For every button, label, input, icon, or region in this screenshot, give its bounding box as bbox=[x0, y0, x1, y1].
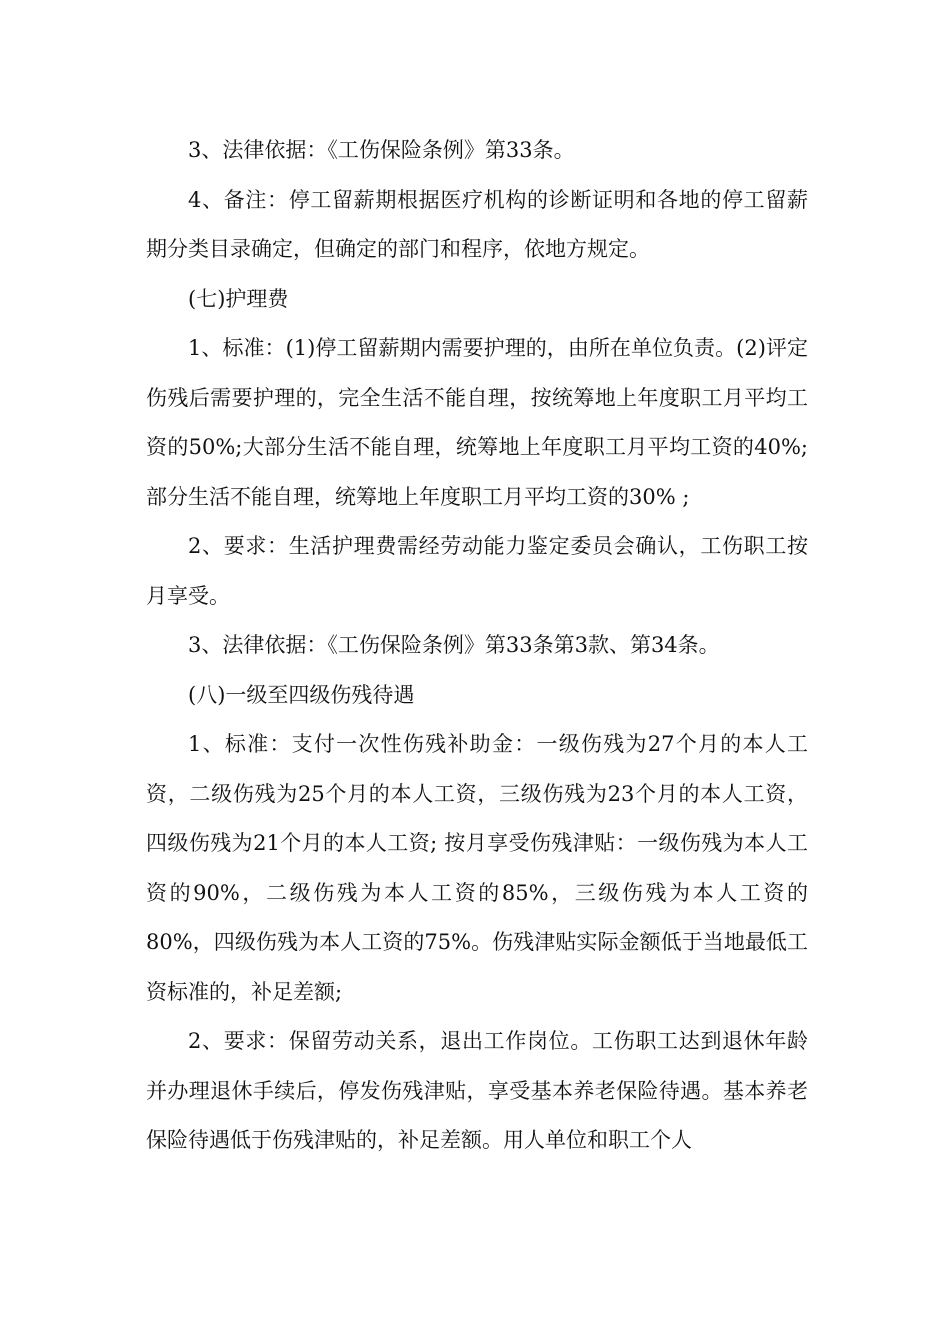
paragraph-legal-basis-33: 3、法律依据：《工伤保险条例》第33条。 bbox=[188, 138, 575, 162]
paragraph-remark: 4、备注：停工留薪期根据医疗机构的诊断证明和各地的停工留薪期分类目录确定，但确定的部门和程序，依地方规定。 bbox=[146, 187, 808, 261]
paragraph-nursing-legal-basis: 3、法律依据：《工伤保险条例》第33条第3款、第34条。 bbox=[188, 633, 720, 657]
paragraph-nursing-requirement: 2、要求：生活护理费需经劳动能力鉴定委员会确认，工伤职工按月享受。 bbox=[146, 534, 808, 608]
section-heading-nursing-fee: (七)护理费 bbox=[188, 286, 289, 311]
paragraph-disability-standard: 1、标准：支付一次性伤残补助金：一级伤残为27个月的本人工资，二级伤残为25个月的本人工资，三级伤残为23个月的本人工资，四级伤残为21个月的本人工资; 按月享受伤残津贴：一级伤残为本人工资的90%，二级伤残为本人工资的85%，三级伤残为本人工资的80%，四级伤残为本人工资的75%。伤残津贴实际金额低于当地最低工资标准的，补足差额; bbox=[146, 732, 808, 1004]
document-body bbox=[146, 126, 808, 1166]
section-heading-disability-1-4: (八)一级至四级伤残待遇 bbox=[188, 682, 415, 707]
paragraph-nursing-standard: 1、标准：(1)停工留薪期内需要护理的，由所在单位负责。(2)评定伤残后需要护理的，完全生活不能自理，按统筹地上年度职工月平均工资的50%;大部分生活不能自理，统筹地上年度职工月平均工资的40%;部分生活不能自理，统筹地上年度职工月平均工资的30% ; bbox=[146, 336, 808, 509]
paragraph-disability-requirement: 2、要求：保留劳动关系，退出工作岗位。工伤职工达到退休年龄并办理退休手续后，停发伤残津贴，享受基本养老保险待遇。基本养老保险待遇低于伤残津贴的，补足差额。用人单位和职工个人 bbox=[146, 1029, 808, 1152]
